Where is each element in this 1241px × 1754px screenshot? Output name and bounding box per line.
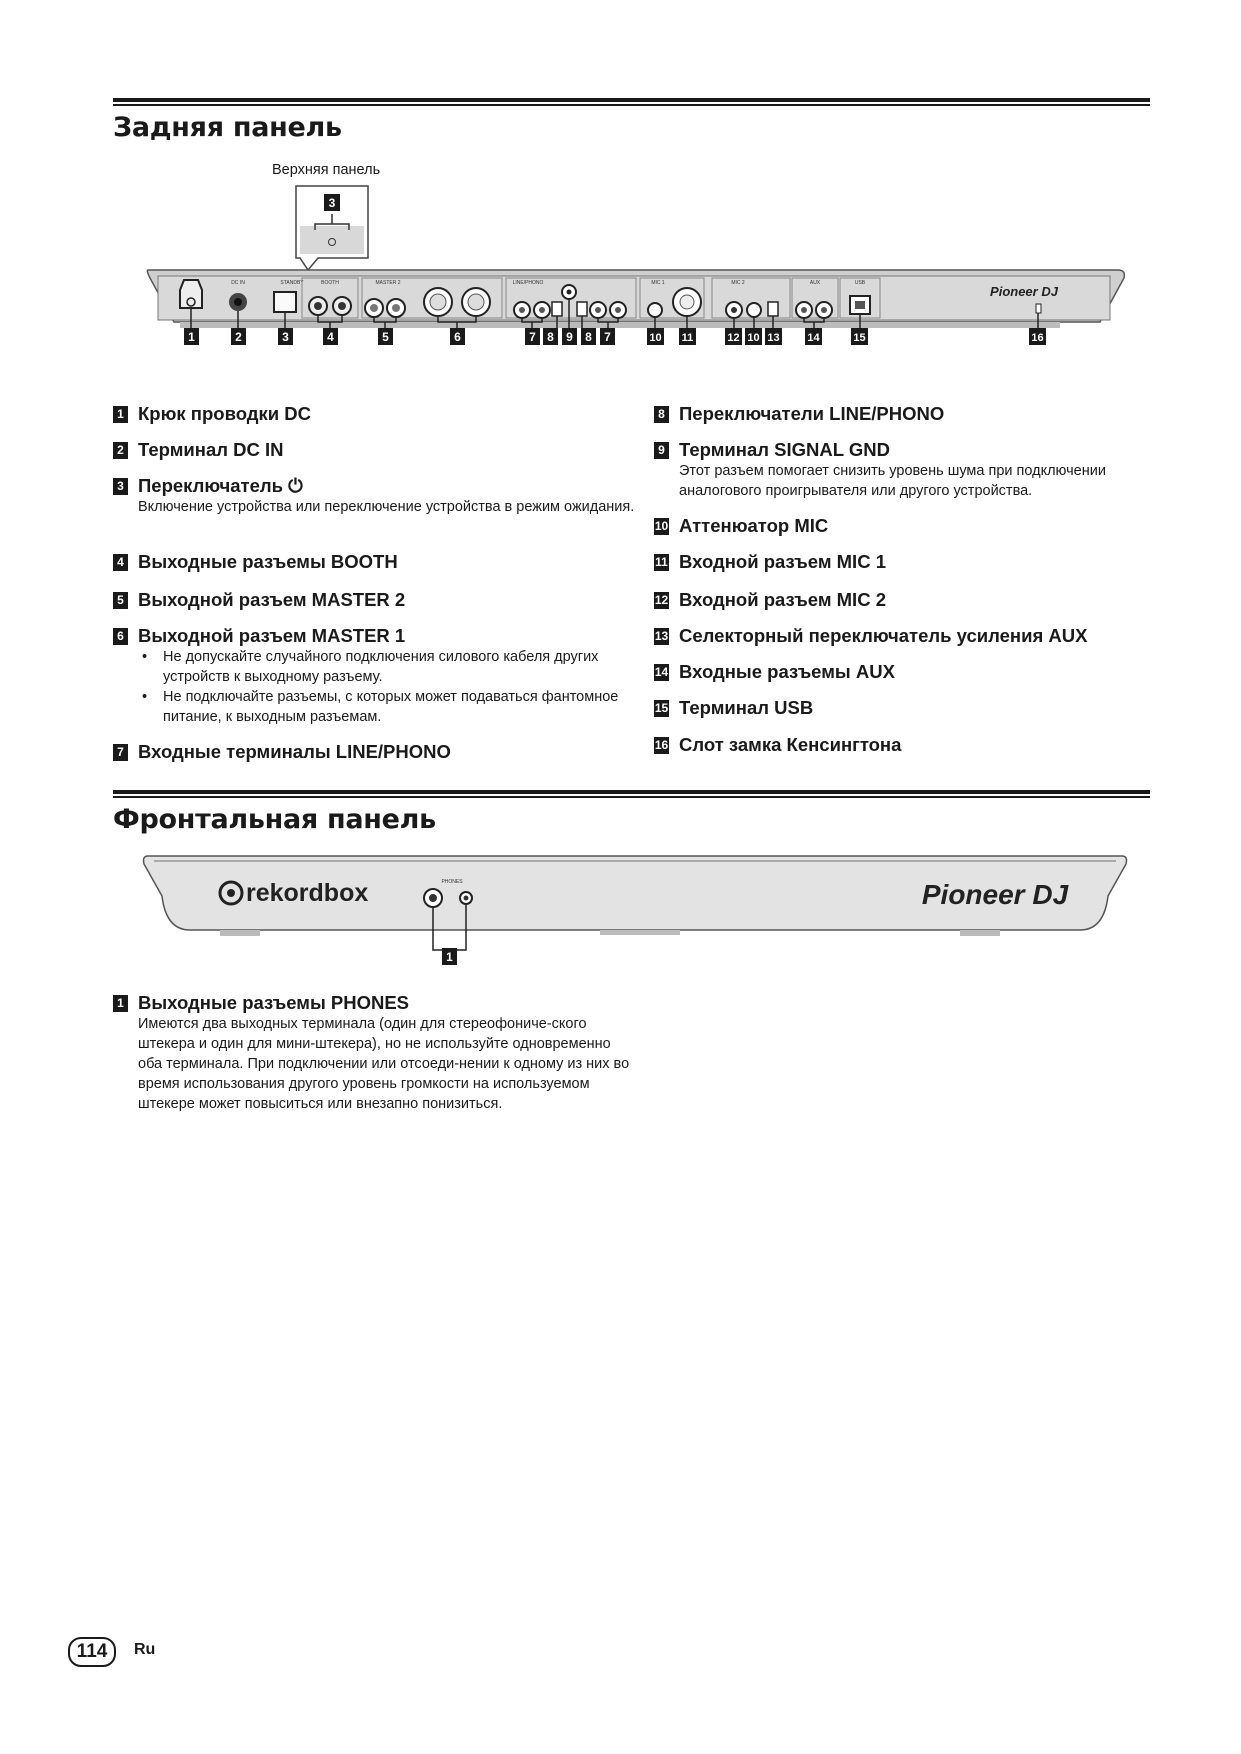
bullet-item: • Не допускайте случайного подключения силового кабеля других устройств к выходному разъему. (138, 647, 633, 687)
item-bullets (113, 647, 633, 727)
item-title: Выходные разъемы PHONES (138, 992, 410, 1013)
callout-10a (647, 328, 664, 345)
callout-top-3-text: 3 (328, 196, 336, 210)
front-panel-figure (140, 850, 1130, 970)
callout-10b (745, 328, 762, 345)
callout-13 (765, 328, 782, 345)
callout-1 (184, 328, 199, 345)
item-title: Выходной разъем MASTER 2 (138, 589, 406, 610)
section-rule-top-thin (113, 104, 1150, 106)
callout-3 (278, 328, 293, 345)
kensington-slot (1036, 304, 1041, 313)
item-number: 15 (654, 701, 669, 715)
item-number: 14 (654, 665, 669, 679)
front-item-1 (113, 992, 638, 1114)
svg-text:2: 2 (235, 330, 242, 344)
rear-item-1 (113, 403, 311, 425)
item-number: 12 (654, 593, 669, 607)
callout-14 (805, 328, 822, 345)
svg-text:MIC 1: MIC 1 (651, 280, 665, 286)
svg-text:5: 5 (382, 330, 389, 344)
item-number: 1 (113, 406, 128, 423)
svg-text:10: 10 (747, 332, 760, 344)
svg-text:11: 11 (681, 332, 694, 344)
item-description: Включение устройства или переключение устройства в режим ожидания. (138, 499, 635, 515)
svg-text:STANDBY: STANDBY (280, 280, 304, 286)
item-description: Этот разъем помогает снизить уровень шума при подключении аналогового проигрывателя или другого устройства. (679, 463, 1106, 499)
rear-item-7 (113, 741, 451, 763)
section-rule-top (113, 98, 1150, 102)
callout-2 (231, 328, 246, 345)
item-title: Выходные разъемы BOOTH (138, 551, 398, 572)
item-number: 5 (113, 592, 128, 609)
item-number: 11 (655, 555, 668, 569)
bullet-item: • Не подключайте разъемы, с которых может подаваться фантомное питание, к выходным разъемам. (138, 687, 633, 727)
item-number: 16 (654, 738, 669, 752)
svg-text:USB: USB (854, 280, 866, 286)
item-number: 10 (654, 519, 669, 533)
rear-item-15 (654, 697, 813, 719)
item-title: Выходной разъем MASTER 1 (138, 625, 406, 646)
item-title: Переключатель ⏻ (138, 475, 303, 496)
rear-item-6 (113, 625, 633, 727)
item-number: 1 (113, 995, 128, 1012)
top-panel-inset (296, 186, 368, 270)
item-number: 6 (113, 628, 128, 645)
rear-item-8 (654, 403, 944, 425)
svg-text:12: 12 (727, 332, 740, 344)
svg-text:8: 8 (547, 330, 554, 344)
rear-item-12 (654, 589, 886, 611)
item-number: 9 (654, 442, 669, 459)
svg-text:14: 14 (807, 332, 820, 344)
item-title: Аттенюатор MIC (679, 515, 829, 536)
callout-5 (378, 328, 393, 345)
dc-hook (180, 280, 202, 308)
svg-text:MIC 2: MIC 2 (731, 280, 745, 286)
item-number: 8 (654, 406, 669, 423)
svg-text:7: 7 (529, 330, 536, 344)
item-title: Входной разъем MIC 2 (679, 589, 886, 610)
rear-item-10 (654, 515, 828, 537)
svg-text:7: 7 (604, 330, 611, 344)
front-brand-logo: Pioneer DJ (921, 879, 1069, 910)
page-number: 114 (68, 1637, 116, 1667)
item-number: 2 (113, 442, 128, 459)
svg-text:1: 1 (188, 330, 195, 344)
svg-text:1: 1 (446, 950, 453, 964)
item-title: Входные разъемы AUX (679, 661, 895, 682)
item-title: Входные терминалы LINE/PHONO (138, 741, 451, 762)
rear-item-3 (113, 475, 638, 517)
item-description: Имеются два выходных терминала (один для стереофониче-ского штекера и один для мини-штекера), но не используйте одновременно оба терминала. При подключении или отсоеди-нении к одному из них во время использования другого уровень громкости на используемом штекере может повыситься или внезапно понизиться. (138, 1016, 630, 1112)
phones-label: PHONES (441, 879, 463, 885)
callout-9 (562, 328, 577, 345)
svg-text:LINE/PHONO: LINE/PHONO (512, 280, 544, 286)
rear-item-14 (654, 661, 895, 683)
rear-panel-figure (140, 182, 1130, 382)
svg-text:10: 10 (649, 332, 662, 344)
svg-text:4: 4 (327, 330, 334, 344)
item-title: Терминал USB (679, 697, 814, 718)
item-number: 7 (113, 744, 128, 761)
callout-4 (323, 328, 338, 345)
callout-6 (450, 328, 465, 345)
rear-item-13 (654, 625, 1087, 647)
top-panel-caption: Верхняя панель (272, 162, 381, 178)
item-number: 3 (113, 478, 128, 495)
rear-callouts (184, 328, 1046, 345)
item-title: Переключатели LINE/PHONO (679, 403, 945, 424)
callout-7b (600, 328, 615, 345)
item-title: Крюк проводки DC (138, 403, 311, 424)
item-title: Терминал DC IN (138, 439, 284, 460)
rear-item-2 (113, 439, 284, 461)
callout-16 (1029, 328, 1046, 345)
svg-text:8: 8 (585, 330, 592, 344)
item-title: Слот замка Кенсингтона (679, 734, 902, 755)
front-callout-1 (442, 948, 457, 965)
svg-text:16: 16 (1031, 332, 1044, 344)
callout-8b (581, 328, 596, 345)
rear-item-16 (654, 734, 901, 756)
item-title: Входной разъем MIC 1 (679, 551, 886, 572)
section-rule-front-thin (113, 796, 1150, 798)
svg-text:AUX: AUX (809, 280, 821, 286)
svg-text:15: 15 (853, 332, 866, 344)
rear-item-4 (113, 551, 398, 573)
callout-8a (543, 328, 558, 345)
svg-text:3: 3 (282, 330, 289, 344)
item-title: Селекторный переключатель усиления AUX (679, 625, 1088, 646)
svg-text:13: 13 (767, 332, 780, 344)
callout-7a (525, 328, 540, 345)
callout-15 (851, 328, 868, 345)
callout-12 (725, 328, 742, 345)
svg-text:DC IN: DC IN (231, 280, 245, 286)
rear-panel-heading: Задняя панель (113, 112, 342, 143)
item-number: 13 (654, 629, 669, 643)
section-rule-front (113, 790, 1150, 794)
rear-item-5 (113, 589, 405, 611)
callout-11 (679, 328, 696, 345)
language-tag: Ru (134, 1641, 156, 1658)
item-number: 4 (113, 554, 128, 571)
item-title: Терминал SIGNAL GND (679, 439, 890, 460)
front-panel-heading: Фронтальная панель (113, 804, 436, 835)
rear-item-9 (654, 439, 1159, 501)
svg-text:9: 9 (566, 330, 573, 344)
svg-text:BOOTH: BOOTH (321, 280, 339, 286)
svg-text:rekordbox: rekordbox (246, 879, 369, 907)
rear-brand-logo: Pioneer DJ (990, 284, 1058, 299)
rear-item-11 (654, 551, 886, 573)
svg-text:MASTER 2: MASTER 2 (375, 280, 401, 286)
svg-text:6: 6 (454, 330, 461, 344)
